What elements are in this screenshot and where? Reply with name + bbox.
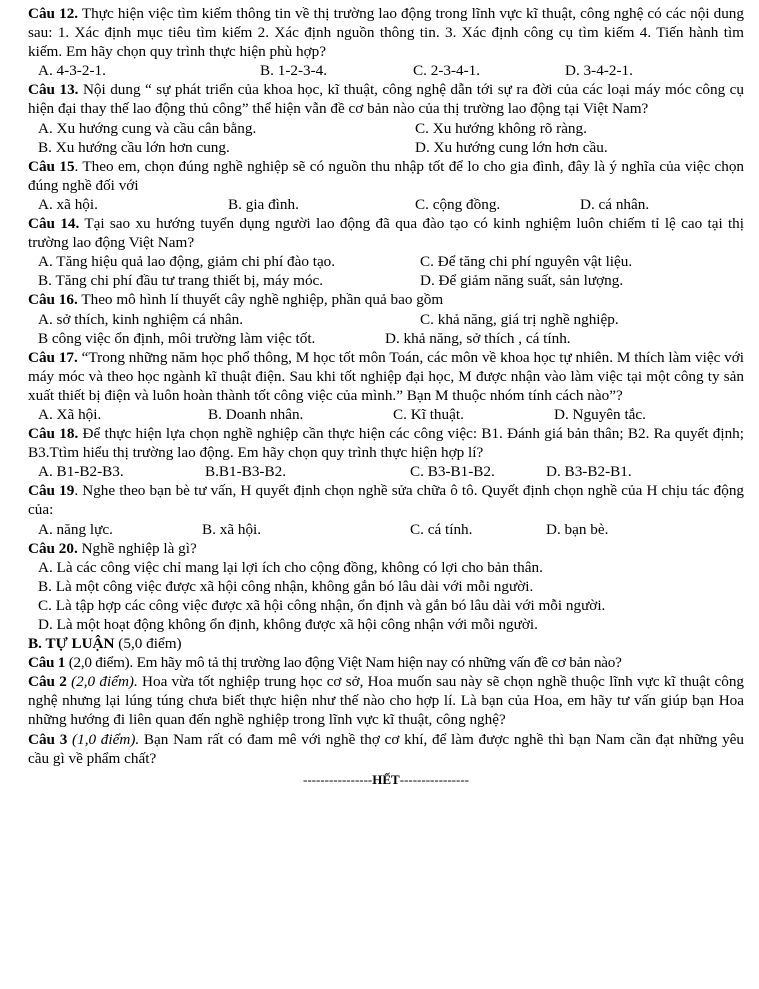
question-text: . Theo em, chọn đúng nghề nghiệp sẽ có nguồn thu nhập tốt để lo cho gia đình, đây là ý nghĩa của việc chọn đúng nghề đối với: [28, 157, 745, 194]
options-row: [28, 138, 744, 157]
option-d: D. cá nhân.: [580, 195, 650, 213]
options-row: [28, 271, 744, 290]
option-a: A. Xã hội.: [38, 405, 102, 423]
divider-right: ----------------: [399, 771, 469, 787]
option-a: A. sở thích, kinh nghiệm cá nhân.: [38, 310, 244, 328]
options-row: [28, 520, 744, 539]
question-13: [28, 80, 744, 118]
divider-left: ----------------: [303, 771, 373, 787]
question-points: (2,0 điểm).: [65, 654, 137, 672]
option-d: D. khả năng, sở thích , cá tính.: [385, 329, 571, 347]
option-b: B. Xu hướng cầu lớn hơn cung.: [38, 138, 230, 156]
option-d: D. Là một hoạt động không ổn định, không được xã hội công nhận với mỗi người.: [38, 616, 538, 633]
option-b: B.B1-B3-B2.: [205, 463, 287, 481]
option-c: C. 2-3-4-1.: [413, 62, 481, 80]
option-a: A. Tăng hiệu quả lao động, giảm chi phí đào tạo.: [38, 253, 336, 271]
question-text: Nghề nghiệp là gì?: [77, 539, 197, 557]
option-a: A. năng lực.: [38, 520, 113, 538]
question-number: Câu 2: [28, 673, 67, 691]
option-c: C. B3-B1-B2.: [410, 463, 495, 481]
option-d: D. Nguyên tắc.: [554, 405, 646, 423]
question-19: [28, 481, 744, 519]
question-text: . Nghe theo bạn bè tư vấn, H quyết định chọn nghề sửa chữa ô tô. Quyết định chọn nghề của H chịu tác động của:: [28, 482, 745, 519]
exam-page: [28, 4, 744, 789]
question-text: Thực hiện việc tìm kiếm thông tin về thị trường lao động trong lĩnh vực kĩ thuật, công nghệ có các nội dung sau: 1. Xác định mục tiêu tìm kiếm 2. Xác định nguồn thông tin. 3. Xác định công cụ tìm kiếm 4. Tiến hành tìm kiếm. Em hãy chọn quy trình thực hiện phù hợp?: [28, 5, 744, 61]
question-number: Câu 1: [28, 654, 66, 672]
option-b: B. Tăng chi phí đầu tư trang thiết bị, máy móc.: [38, 272, 324, 290]
options-row: [28, 310, 744, 329]
question-number: Câu 16.: [28, 291, 78, 309]
question-points: (1,0 điểm).: [67, 730, 140, 748]
section-heading: [28, 634, 744, 653]
options-row: [28, 195, 744, 214]
option-a: A. Xu hướng cung và cầu cân bằng.: [38, 119, 257, 137]
essay-question-3: [28, 730, 744, 768]
question-14: [28, 214, 744, 252]
option-d: D. bạn bè.: [546, 520, 609, 538]
question-number: Câu 15: [28, 157, 75, 175]
option-c: C. Là tập hợp các công việc được xã hội công nhận, ổn định và gắn bó lâu dài với mỗi người.: [38, 596, 606, 614]
option-a: A. B1-B2-B3.: [38, 463, 124, 481]
option-b: B. Là một công việc được xã hội công nhận, không gắn bó lâu dài với mỗi người.: [38, 577, 534, 595]
essay-question-2: [28, 672, 744, 729]
question-text: Nội dung “ sự phát triển của khoa học, kĩ thuật, công nghệ dẫn tới sự ra đời của các loại máy móc công cụ hiện đại thay thế lao động thủ công” thể hiện vẫn đề cơ bản nào của thị trường lao động tại Việt Nam?: [28, 81, 744, 118]
question-text: Để thực hiện lựa chọn nghề nghiệp cần thực hiện các công việc: B1. Đánh giá bản thân; B2. Ra quyết định; B3.Ttìm hiểu thị trường lao động. Em hãy chọn quy trình thực hiện hợp lí?: [28, 425, 744, 462]
option-d: D. B3-B2-B1.: [546, 463, 632, 481]
option-d: D. Để giảm năng suất, sản lượng.: [420, 272, 624, 290]
section-points: (5,0 điểm): [114, 635, 182, 653]
option-c: C. Kĩ thuật.: [393, 405, 464, 423]
question-number: Câu 12.: [28, 5, 79, 22]
options-row: [28, 61, 744, 80]
end-label: HẾT: [372, 771, 400, 787]
question-number: Câu 17.: [28, 348, 78, 366]
question-17: [28, 348, 744, 405]
question-points: (2,0 điểm).: [66, 673, 138, 691]
option-a: A. 4-3-2-1.: [38, 62, 106, 80]
question-15: [28, 157, 744, 195]
question-text: Theo mô hình lí thuyết cây nghề nghiệp, phần quả bao gồm: [77, 291, 444, 309]
options-row: [28, 252, 744, 271]
question-text: “Trong những năm học phổ thông, M học tốt môn Toán, các môn về khoa học tự nhiên. M thích làm việc với máy móc và theo học ngành kĩ thuật điện. Sau khi tốt nghiệp đại học, M được nhận vào làm việc tại một công ty sản xuất thiết bị điện và luôn hoàn thành tốt công việc của mình.” Bạn M thuộc nhóm tính cách nào”?: [28, 348, 744, 404]
options-row: [28, 329, 744, 348]
option-a: A. Là các công việc chỉ mang lại lợi ích cho cộng đồng, không có lợi cho bản thân.: [38, 558, 543, 576]
option-c: C. khả năng, giá trị nghề nghiệp.: [420, 310, 619, 328]
question-text: Em hãy mô tả thị trường lao động Việt Nam hiện nay có những vấn đề cơ bản nào?: [136, 654, 622, 672]
option-b: B. 1-2-3-4.: [260, 62, 328, 80]
end-marker: [28, 770, 744, 789]
question-text: Hoa vừa tốt nghiệp trung học cơ sở, Hoa muốn sau này sẽ chọn nghề thuộc lĩnh vực kĩ thuật công nghệ nhưng lại lúng túng chưa biết thực hiện như thế nào cho hợp lí. Là bạn của Hoa, em hãy tư vấn giúp bạn Hoa những hướng đi liên quan đến nghề nghiệp trong lĩnh vực kĩ thuật, công nghệ?: [28, 673, 745, 729]
question-number: Câu 20.: [28, 539, 78, 557]
option-d: D. 3-4-2-1.: [565, 62, 633, 80]
question-number: Câu 13.: [28, 81, 79, 99]
question-18: [28, 424, 744, 462]
question-text: Tại sao xu hướng tuyển dụng người lao động đã qua đào tạo có kinh nghiệm luôn chiếm tỉ lệ cao tại thị trường lao động Việt Nam?: [28, 215, 744, 252]
options-row: [28, 462, 744, 481]
question-16: [28, 290, 744, 309]
option-b: B. xã hội.: [202, 520, 262, 538]
question-20: [28, 539, 744, 558]
options-row: [28, 119, 744, 138]
question-number: Câu 18.: [28, 425, 79, 443]
question-number: Câu 14.: [28, 215, 80, 233]
options-row: [28, 405, 744, 424]
option-b: B. gia đình.: [228, 195, 299, 213]
question-number: Câu 19: [28, 482, 75, 500]
option-b: B. Doanh nhân.: [208, 405, 304, 423]
option-b: B công việc ổn định, môi trường làm việc tốt.: [38, 329, 316, 347]
option-a: A. xã hội.: [38, 195, 98, 213]
option-c: C. Để tăng chi phí nguyên vật liệu.: [420, 253, 633, 271]
question-12: [28, 4, 744, 61]
question-text: Bạn Nam rất có đam mê với nghề thợ cơ khí, để làm được nghề thì bạn Nam cần đạt những yêu cầu gì về phẩm chất?: [28, 730, 745, 767]
essay-question-1: [28, 653, 744, 672]
option-c: C. cá tính.: [410, 520, 473, 538]
option-c: C. Xu hướng không rõ ràng.: [415, 119, 587, 137]
section-title: B. TỰ LUẬN: [28, 635, 115, 653]
question-number: Câu 3: [28, 730, 68, 748]
option-c: C. cộng đồng.: [415, 195, 501, 213]
option-d: D. Xu hướng cung lớn hơn cầu.: [415, 138, 608, 156]
